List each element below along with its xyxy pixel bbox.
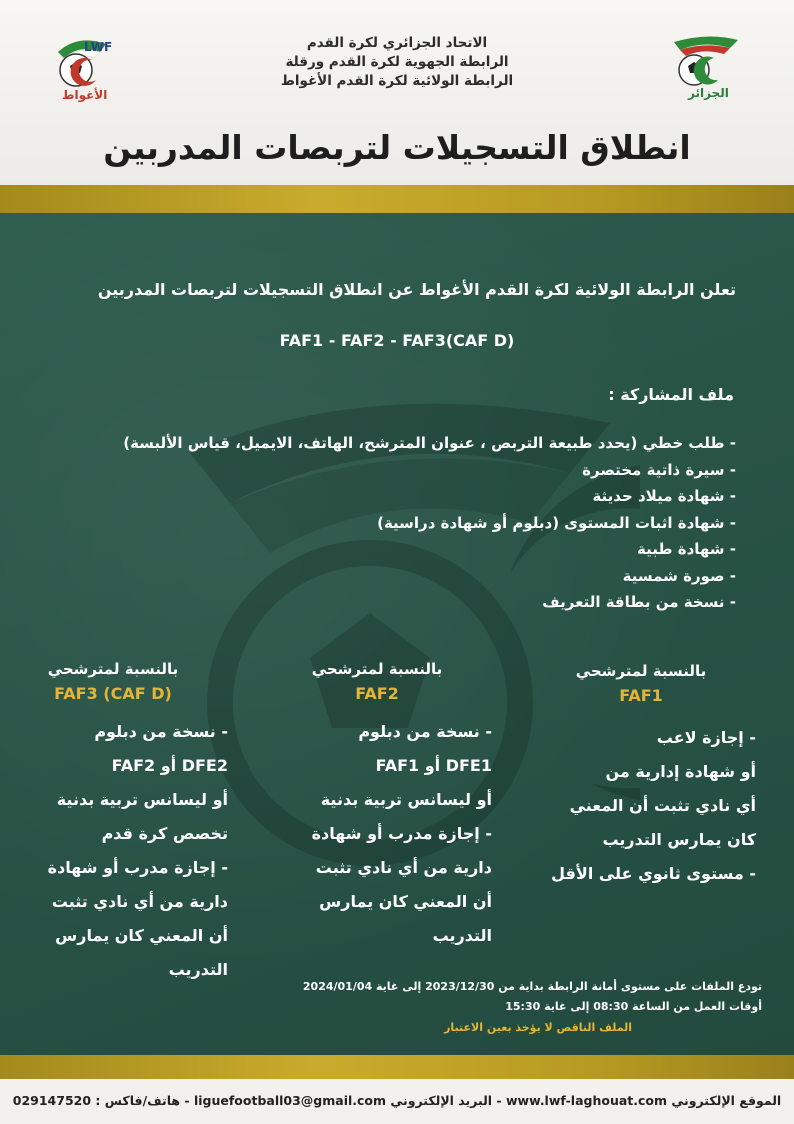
requirements-faf2 [262,657,492,953]
requirement-line: كان يمارس التدريب [602,830,756,849]
working-hours: أوقات العمل من الساعة 08:30 إلى غاية 15:30 [505,1000,762,1013]
column-level: FAF3 (CAF D) [54,684,172,703]
org-line-regional: الرابطة الجهوية لكرة القدم ورقلة [285,54,509,70]
requirement-line: - إجازة لاعب [656,728,756,747]
requirement-line: - إجازة مدرب أو شهادة [47,858,228,877]
list-item: - شهادة اثبات المستوى (دبلوم أو شهادة دراسية) [377,513,736,532]
column-heading: بالنسبة لمترشحي [575,662,707,680]
deposit-dates: تودع الملفات على مستوى أمانة الرابطة بداية من 2023/12/30 إلى غاية 2024/01/04 [302,980,762,993]
course-levels: FAF1 - FAF2 - FAF3(CAF D) [279,331,515,350]
faf-logo [668,30,748,110]
requirement-line: أو ليسانس تربية بدنية [320,790,492,809]
page-title: انطلاق التسجيلات لتربصات المدربين [103,128,691,167]
requirement-line: دارية من أي نادي تثبت [51,892,228,911]
column-heading: بالنسبة لمترشحي [311,660,443,678]
requirement-line: التدريب [432,926,492,945]
dossier-list [123,430,736,616]
left-logo-city: الأغواط [62,88,108,102]
announcement-body [0,213,794,1055]
lwf-brand-text: LWF [84,40,113,54]
page-header [0,0,794,185]
requirements-faf3 [0,657,228,987]
requirement-line: - نسخة من دبلوم [94,722,228,741]
list-item: - شهادة ميلاد حديثة [592,487,736,505]
requirements-faf1 [526,659,756,891]
org-line-federation: الاتحاد الجزائري لكرة القدم [306,35,488,51]
org-line-wilaya: الرابطة الولائية لكرة القدم الأغواط [280,73,514,89]
right-logo-city: الجزائر [688,86,729,100]
list-item: - صورة شمسية [622,566,736,585]
page-footer [0,1079,794,1124]
incomplete-file-warning: الملف الناقص لا يؤخذ بعين الاعتبار [444,1021,632,1034]
deposit-notice [303,977,762,1039]
column-heading: بالنسبة لمترشحي [47,660,179,678]
column-level: FAF2 [355,684,399,703]
requirement-line: DFE1 أو FAF1 [375,756,492,775]
gold-band-top [0,185,794,213]
gold-band-bottom [0,1055,794,1079]
requirement-line: أي نادي تثبت أن المعني [569,796,756,815]
list-item: - نسخة من بطاقة التعريف [542,593,736,611]
requirement-line: DFE2 أو FAF2 [111,756,228,775]
requirement-line: التدريب [168,960,228,979]
requirement-line: أو شهادة إدارية من [605,762,756,781]
column-level: FAF1 [619,686,663,705]
requirement-line: تخصص كرة قدم [101,824,228,843]
requirement-line: - مستوى ثانوي على الأقل [551,864,756,883]
contact-info: الموقع الإلكتروني www.lwf-laghouat.com - البريد الإلكتروني liguefootball03@gmail.com - هاتف/فاكس : 029147520 [12,1093,782,1108]
list-item: - شهادة طبية [637,540,736,558]
list-item: - سيرة ذاتية مختصرة [582,460,736,479]
requirement-line: أن المعني كان يمارس [55,926,228,945]
dossier-title: ملف المشاركة : [608,385,734,404]
requirement-line: أن المعني كان يمارس [319,892,492,911]
requirement-line: - إجازة مدرب أو شهادة [311,824,492,843]
requirement-line: - نسخة من دبلوم [358,722,492,741]
intro-text: تعلن الرابطة الولائية لكرة القدم الأغواط عن انطلاق التسجيلات لتربصات المدربين [97,280,736,299]
requirement-line: دارية من أي نادي تثبت [315,858,492,877]
requirement-line: أو ليسانس تربية بدنية [56,790,228,809]
list-item: - طلب خطي (يحدد طبيعة التربص ، عنوان المترشح، الهاتف، الايميل، قياس الألبسة) [123,434,736,452]
